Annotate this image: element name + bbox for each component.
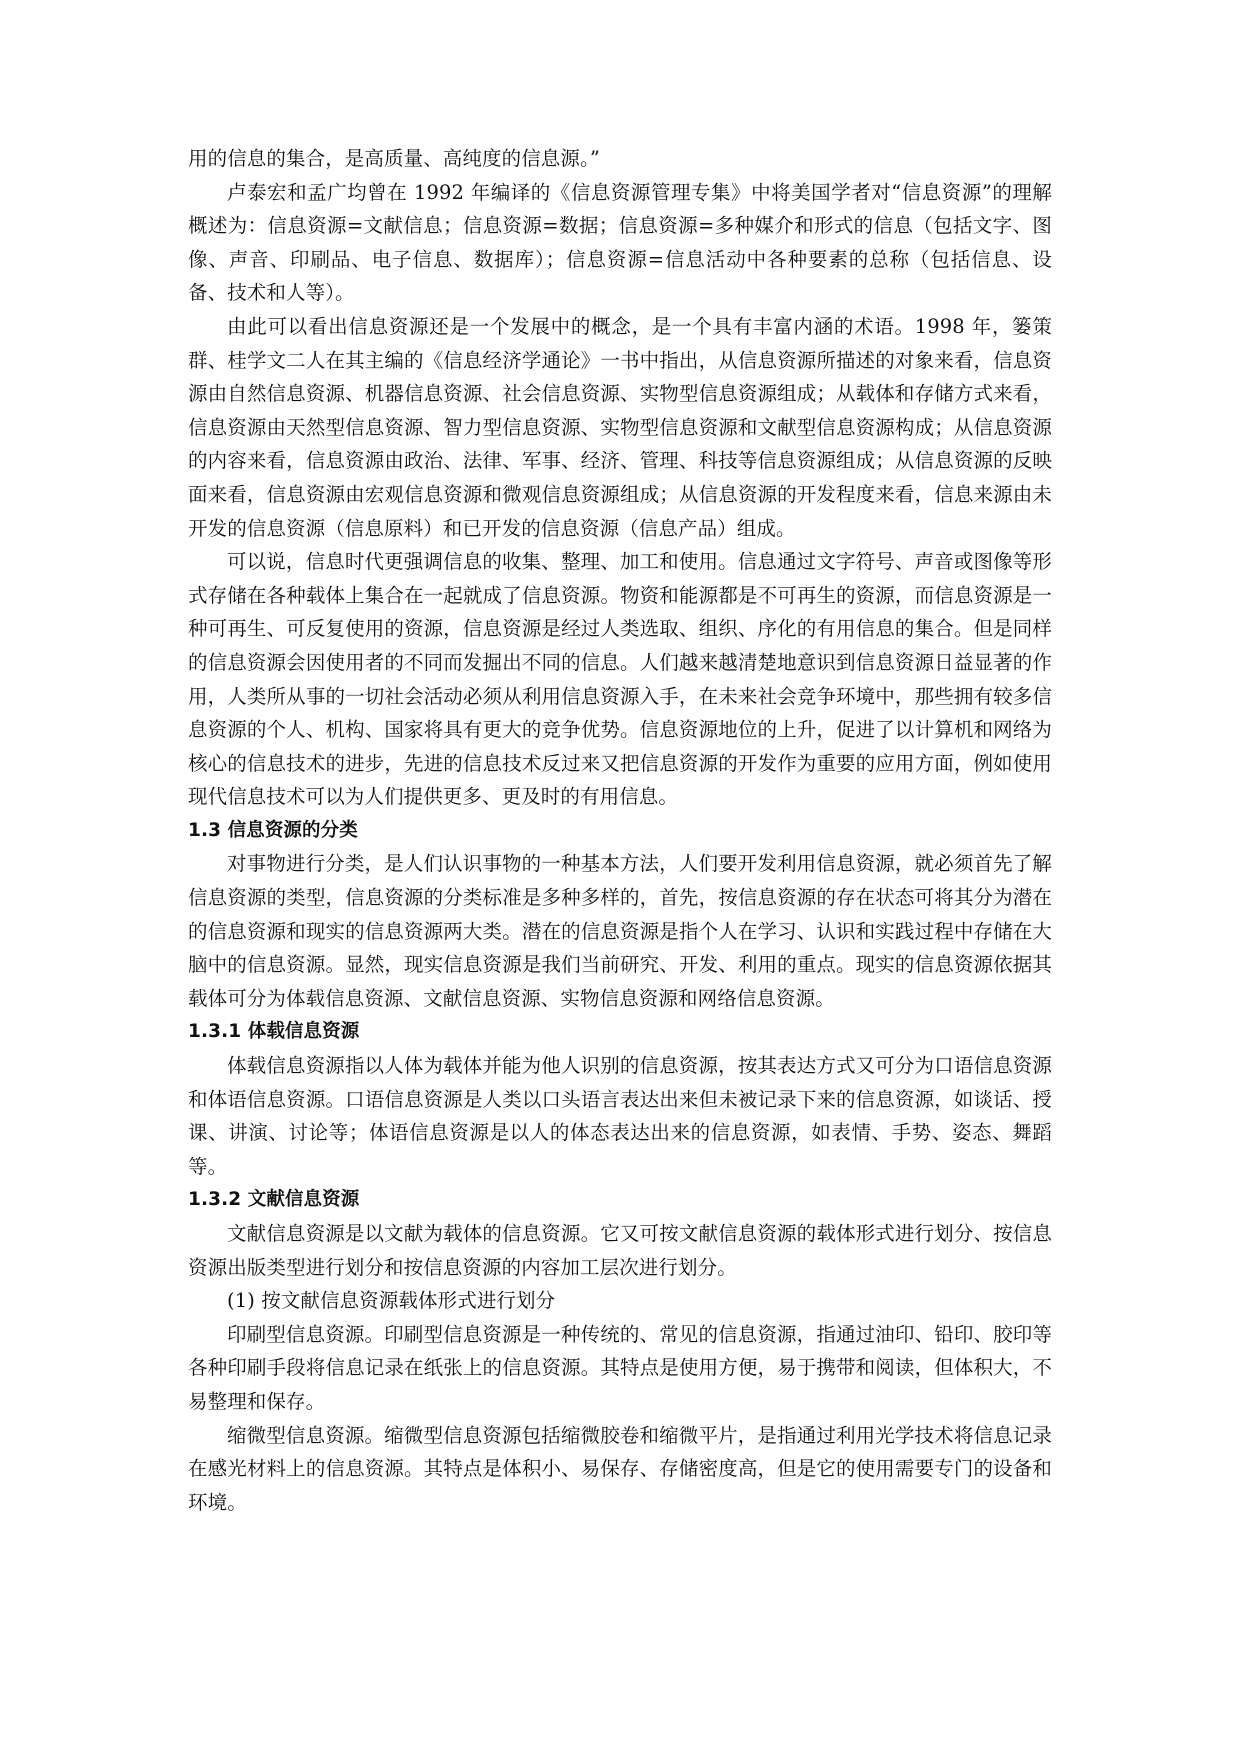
paragraph-info-era: 可以说，信息时代更强调信息的收集、整理、加工和使用。信息通过文字符号、声音或图像等形式存储在各种载体上集合在一起就成了信息资源。物资和能源都是不可再生的资源，而信息资源是一种可再生、可反复使用的资源，信息资源是经过人类选取、组织、序化的有用信息的集合。但是同样的信息资源会因使用者的不同而发掘出不同的信息。人们越来越清楚地意识到信息资源日益显著的作用，人类所从事的一切社会活动必须从利用信息资源入手，在未来社会竞争环境中，那些拥有较多信息资源的个人、机构、国家将具有更大的竞争优势。信息资源地位的上升，促进了以计算机和网络为核心的信息技术的进步，先进的信息技术反过来又把信息资源的开发作为重要的应用方面，例如使用现代信息技术可以为人们提供更多、更及时的有用信息。 bbox=[188, 550, 1052, 809]
paragraph-classification: 对事物进行分类，是人们认识事物的一种基本方法，人们要开发利用信息资源，就必须首先了解信息资源的类型，信息资源的分类标准是多种多样的，首先，按信息资源的存在状态可将其分为潜在的信息资源和现实的信息资源两大类。潜在的信息资源是指个人在学习、认识和实践过程中存储在大脑中的信息资源。显然，现实信息资源是我们当前研究、开发、利用的重点。现实的信息资源依据其载体可分为体载信息资源、文献信息资源、实物信息资源和网络信息资源。 bbox=[188, 852, 1052, 1010]
paragraph-printed-info: 印刷型信息资源。印刷型信息资源是一种传统的、常见的信息资源，指通过油印、铅印、胶印等各种印刷手段将信息记录在纸张上的信息资源。其特点是使用方便，易于携带和阅读，但体积大，不易整理和保存。 bbox=[188, 1322, 1052, 1413]
section-heading-classification: 1.3 信息资源的分类 bbox=[188, 819, 358, 841]
paragraph-body-info: 体载信息资源指以人体为载体并能为他人识别的信息资源，按其表达方式又可分为口语信息资源和体语信息资源。口语信息资源是人类以口头语言表达出来但未被记录下来的信息资源，如谈话、授课、讲演、讨论等；体语信息资源是以人的体态表达出来的信息资源，如表情、手势、姿态、舞蹈等。 bbox=[188, 1054, 1052, 1178]
document-page bbox=[188, 142, 1052, 1519]
paragraph-info-resource-composition: 由此可以看出信息资源还是一个发展中的概念，是一个具有丰富内涵的术语。1998 年，篓策群、桂学文二人在其主编的《信息经济学通论》一书中指出，从信息资源所描述的对象来看，信息资源由自然信息资源、机器信息资源、社会信息资源、实物型信息资源组成；从载体和存储方式来看，信息资源由天然型信息资源、智力型信息资源、实物型信息资源和文献型信息资源构成；从信息资源的内容来看，信息资源由政治、法律、军事、经济、管理、科技等信息资源组成；从信息资源的反映面来看，信息资源由宏观信息资源和微观信息资源组成；从信息资源的开发程度来看，信息来源由未开发的信息资源（信息原料）和已开发的信息资源（信息产品）组成。 bbox=[188, 314, 1052, 540]
paragraph-microform-info: 缩微型信息资源。缩微型信息资源包括缩微胶卷和缩微平片，是指通过利用光学技术将信息记录在感光材料上的信息资源。其特点是体积小、易保存、存储密度高，但是它的使用需要专门的设备和环境。 bbox=[188, 1423, 1052, 1514]
section-heading-body-info: 1.3.1 体载信息资源 bbox=[188, 1021, 360, 1043]
paragraph-info-resource-definitions: 卢泰宏和孟广均曾在 1992 年编译的《信息资源管理专集》中将美国学者对“信息资源”的理解概述为：信息资源=文献信息；信息资源=数据；信息资源=多种媒介和形式的信息（包括文字、图像、声音、印刷品、电子信息、数据库）；信息资源=信息活动中各种要素的总称（包括信息、设备、技术和人等）。 bbox=[188, 180, 1052, 305]
section-heading-document-info: 1.3.2 文献信息资源 bbox=[188, 1189, 360, 1211]
paragraph-document-info: 文献信息资源是以文献为载体的信息资源。它又可按文献信息资源的载体形式进行划分、按信息资源出版类型进行划分和按信息资源的内容加工层次进行划分。 bbox=[188, 1222, 1052, 1279]
paragraph-continued: 用的信息的集合，是高质量、高纯度的信息源。” bbox=[188, 147, 600, 170]
paragraph-subsection-carrier-form: (1) 按文献信息资源载体形式进行划分 bbox=[227, 1289, 556, 1313]
